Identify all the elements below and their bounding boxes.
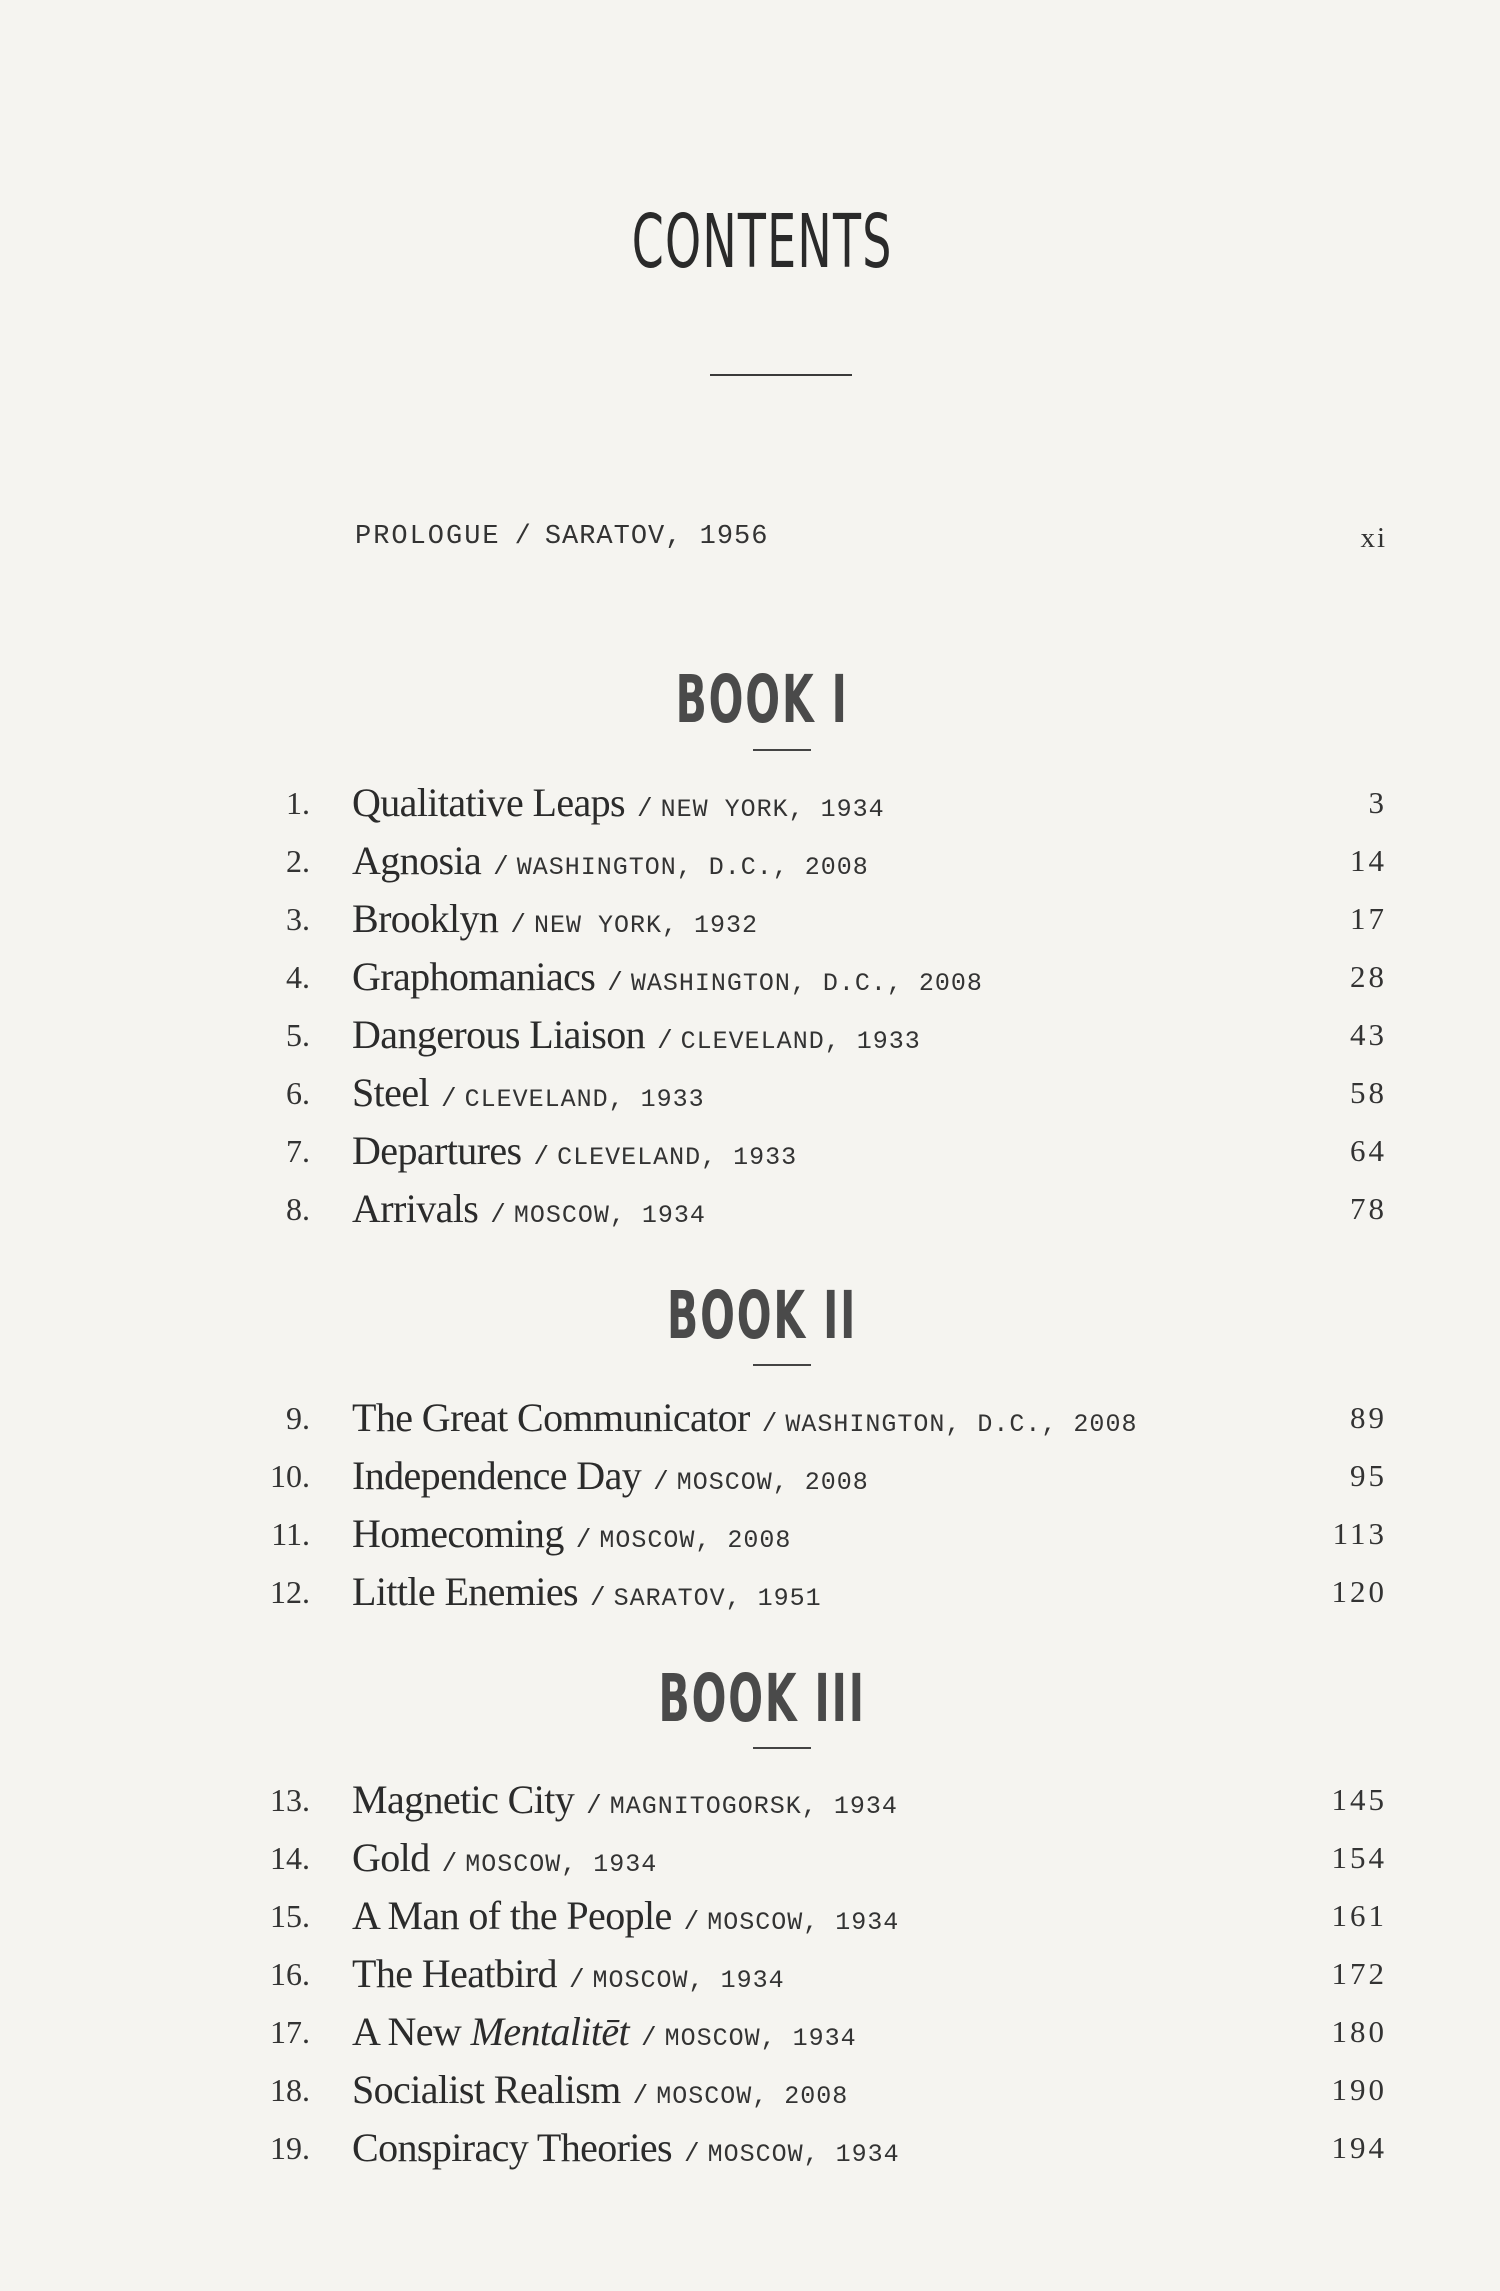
chapter-number: 2. — [286, 843, 310, 879]
prologue-separator: / — [514, 522, 531, 552]
chapter-number: 4. — [286, 959, 310, 995]
chapter-location: NEW YORK, 1932 — [533, 911, 758, 940]
chapter-title-italic: Mentalitēt — [470, 2009, 630, 2054]
chapter-location: WASHINGTON, D.C., 2008 — [516, 853, 869, 882]
chapter-number: 10. — [270, 1458, 310, 1494]
chapter-page: 180 — [1331, 2014, 1387, 2049]
separator: / — [533, 1142, 550, 1172]
chapter-page: 89 — [1350, 1400, 1387, 1435]
chapter-number: 6. — [286, 1075, 310, 1111]
toc-entry[interactable] — [0, 1951, 1500, 2012]
chapter-title: Conspiracy Theories — [352, 2125, 673, 2170]
toc-entry[interactable] — [0, 1070, 1500, 1131]
chapter-title: Steel — [352, 1070, 429, 1115]
chapter-title: Homecoming — [352, 1511, 564, 1556]
separator: / — [607, 968, 623, 998]
chapter-location: MOSCOW, 1934 — [465, 1850, 658, 1879]
toc-entry[interactable] — [0, 1893, 1500, 1954]
chapter-location: SARATOV, 1951 — [613, 1584, 822, 1613]
book-heading-1: BOOK I — [675, 661, 849, 738]
chapter-title: The Heatbird — [352, 1951, 557, 1996]
title-divider — [710, 374, 852, 376]
chapter-title-roman: A New — [352, 2009, 462, 2054]
separator: / — [657, 1026, 673, 1056]
chapter-number: 18. — [270, 2072, 310, 2108]
chapter-page: 154 — [1331, 1840, 1387, 1875]
chapter-number: 3. — [286, 901, 310, 937]
chapter-number: 8. — [286, 1191, 310, 1227]
chapter-location: MOSCOW, 2008 — [656, 2082, 849, 2111]
chapter-page: 161 — [1331, 1898, 1387, 1933]
separator: / — [575, 1525, 592, 1555]
toc-entry[interactable] — [0, 1569, 1500, 1630]
prologue-entry — [355, 522, 768, 552]
book-heading-2: BOOK II — [667, 1277, 858, 1354]
chapter-page: 95 — [1350, 1458, 1387, 1493]
chapter-location: MAGNITOGORSK, 1934 — [609, 1792, 898, 1821]
prologue-location: SARATOV, 1956 — [544, 522, 769, 552]
chapter-page: 17 — [1350, 901, 1387, 936]
separator: / — [490, 1200, 506, 1230]
separator: / — [632, 2081, 649, 2111]
separator: / — [440, 1084, 457, 1114]
chapter-number: 11. — [271, 1516, 310, 1552]
toc-entry[interactable] — [0, 896, 1500, 957]
chapter-number: 19. — [270, 2130, 310, 2166]
toc-entry[interactable] — [0, 1012, 1500, 1073]
chapter-title: Independence Day — [352, 1453, 642, 1498]
chapter-title: Qualitative Leaps — [352, 780, 626, 825]
separator: / — [441, 1849, 458, 1879]
chapter-page: 172 — [1331, 1956, 1387, 1991]
chapter-location: CLEVELAND, 1933 — [464, 1085, 705, 1114]
chapter-title: Gold — [352, 1835, 430, 1880]
prologue-page-number: xi — [1360, 522, 1387, 554]
chapter-page: 145 — [1331, 1782, 1387, 1817]
chapter-location: WASHINGTON, D.C., 2008 — [630, 969, 983, 998]
chapter-title: A Man of the People — [352, 1893, 672, 1938]
chapter-number: 17. — [270, 2014, 310, 2050]
chapter-location: CLEVELAND, 1933 — [680, 1027, 921, 1056]
separator: / — [510, 910, 526, 940]
chapter-number: 9. — [286, 1400, 310, 1436]
toc-entry[interactable] — [0, 780, 1500, 841]
toc-entry[interactable] — [0, 1128, 1500, 1189]
chapter-title: Arrivals — [352, 1186, 479, 1231]
chapter-location: MOSCOW, 1934 — [707, 2140, 900, 2169]
book-divider-3 — [753, 1747, 811, 1749]
chapter-location: MOSCOW, 1934 — [592, 1966, 785, 1995]
chapter-page: 194 — [1331, 2130, 1387, 2165]
toc-entry[interactable] — [0, 1395, 1500, 1456]
chapter-title: Departures — [352, 1128, 522, 1173]
chapter-page: 120 — [1331, 1574, 1387, 1609]
chapter-page: 64 — [1350, 1133, 1387, 1168]
chapter-location: WASHINGTON, D.C., 2008 — [785, 1410, 1138, 1439]
chapter-location: MOSCOW, 2008 — [599, 1526, 792, 1555]
chapter-number: 5. — [286, 1017, 310, 1053]
separator: / — [761, 1409, 778, 1439]
chapter-location: MOSCOW, 1934 — [513, 1201, 706, 1230]
chapter-number: 15. — [270, 1898, 310, 1934]
toc-entry[interactable] — [0, 1186, 1500, 1247]
chapter-title: Magnetic City — [352, 1777, 575, 1822]
toc-entry[interactable] — [0, 1453, 1500, 1514]
toc-entry[interactable] — [0, 2009, 1500, 2070]
chapter-title — [352, 2009, 629, 2054]
book-heading-3: BOOK III — [658, 1660, 866, 1737]
toc-entry[interactable] — [0, 838, 1500, 899]
toc-entry[interactable] — [0, 2067, 1500, 2128]
chapter-title: Dangerous Liaison — [352, 1012, 646, 1057]
chapter-title: Little Enemies — [352, 1569, 578, 1614]
chapter-page: 28 — [1350, 959, 1387, 994]
chapter-title: Graphomaniacs — [352, 954, 596, 999]
chapter-location: MOSCOW, 1934 — [664, 2024, 857, 2053]
chapter-page: 3 — [1368, 785, 1387, 820]
chapter-page: 43 — [1350, 1017, 1387, 1052]
separator: / — [684, 2139, 700, 2169]
separator: / — [568, 1965, 585, 1995]
book-divider-1 — [753, 749, 811, 751]
chapter-page: 78 — [1350, 1191, 1387, 1226]
chapter-page: 14 — [1350, 843, 1387, 878]
separator: / — [493, 852, 509, 882]
chapter-number: 1. — [286, 785, 310, 821]
separator: / — [637, 794, 653, 824]
chapter-number: 12. — [270, 1574, 310, 1610]
toc-entry[interactable] — [0, 954, 1500, 1015]
chapter-location: MOSCOW, 2008 — [676, 1468, 869, 1497]
chapter-page: 190 — [1331, 2072, 1387, 2107]
chapter-location: MOSCOW, 1934 — [707, 1908, 900, 1937]
separator: / — [641, 2023, 657, 2053]
book-divider-2 — [753, 1364, 811, 1366]
chapter-page: 58 — [1350, 1075, 1387, 1110]
chapter-number: 16. — [270, 1956, 310, 1992]
separator: / — [653, 1467, 669, 1497]
toc-entry[interactable] — [0, 2125, 1500, 2186]
chapter-title: Brooklyn — [352, 896, 499, 941]
chapter-page: 113 — [1332, 1516, 1387, 1551]
chapter-number: 13. — [270, 1782, 310, 1818]
chapter-number: 14. — [270, 1840, 310, 1876]
chapter-title: Socialist Realism — [352, 2067, 621, 2112]
toc-entry[interactable] — [0, 1777, 1500, 1838]
chapter-location: CLEVELAND, 1933 — [557, 1143, 798, 1172]
chapter-location: NEW YORK, 1934 — [660, 795, 885, 824]
toc-entry[interactable] — [0, 1511, 1500, 1572]
chapter-title: The Great Communicator — [352, 1395, 750, 1440]
page-title: CONTENTS — [631, 199, 893, 285]
separator: / — [586, 1791, 602, 1821]
chapter-number: 7. — [286, 1133, 310, 1169]
chapter-title: Agnosia — [352, 838, 482, 883]
separator: / — [589, 1583, 606, 1613]
separator: / — [683, 1907, 700, 1937]
prologue-label: PROLOGUE — [355, 522, 501, 552]
toc-entry[interactable] — [0, 1835, 1500, 1896]
